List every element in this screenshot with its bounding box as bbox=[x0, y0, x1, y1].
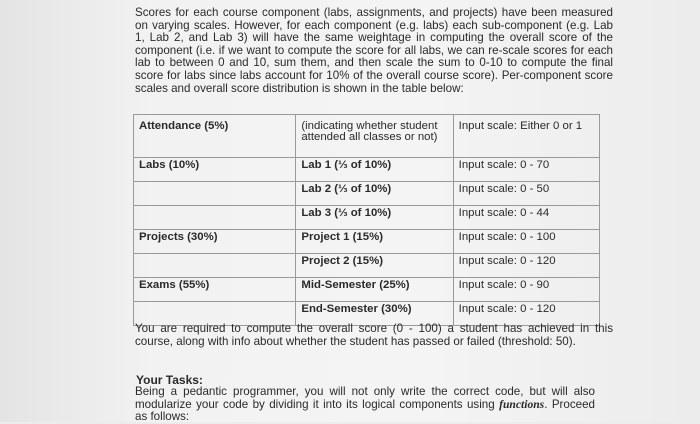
tasks-text-after: . Proceed as follows: bbox=[135, 397, 595, 424]
table-row bbox=[134, 278, 600, 302]
table-row bbox=[134, 254, 600, 278]
subcomponent-cell: (indicating whether student attended all classes or not) bbox=[296, 115, 453, 158]
scale-cell: Input scale: 0 - 120 bbox=[453, 254, 599, 278]
table-row bbox=[134, 182, 600, 206]
scale-cell: Input scale: 0 - 44 bbox=[453, 206, 599, 230]
scale-cell: Input scale: 0 - 120 bbox=[453, 302, 599, 326]
component-cell: Attendance (5%) bbox=[134, 115, 296, 158]
component-cell bbox=[134, 182, 296, 206]
subcomponent-cell: Lab 3 (⅓ of 10%) bbox=[296, 206, 453, 230]
functions-emphasis: functions bbox=[499, 397, 545, 411]
scale-cell: Input scale: 0 - 90 bbox=[453, 278, 599, 302]
compute-paragraph: You are required to compute the overall score (0 - 100) a student has achieved in this course, along with info about whether the student has passed or failed (threshold: 50). bbox=[135, 322, 613, 348]
intro-paragraph: Scores for each course component (labs, assignments, and projects) have been measured on varying scales. However, for each component (e.g. labs) each sub-component (e.g. Lab 1, Lab 2, and Lab 3) will have the same weightage in computing the overall score of the component (i.e. if we want to compute the score for all labs, we can re-scale scores for each lab to between 0 and 10, sum them, and then scale the sum to 0-10 to compute the final score for labs since labs account for 10% of the overall course score). Per-component score scales and overall score distribution is shown in the table below: bbox=[135, 6, 613, 95]
subcomponent-cell: Project 1 (15%) bbox=[296, 230, 453, 254]
scale-cell: Input scale: 0 - 70 bbox=[453, 158, 599, 182]
subcomponent-cell: Lab 2 (⅓ of 10%) bbox=[296, 182, 453, 206]
component-cell bbox=[134, 254, 296, 278]
subcomponent-cell: Lab 1 (⅓ of 10%) bbox=[296, 158, 453, 182]
subcomponent-cell: End-Semester (30%) bbox=[296, 302, 453, 326]
component-cell bbox=[134, 206, 296, 230]
table-row bbox=[134, 115, 600, 158]
component-cell: Labs (10%) bbox=[134, 158, 296, 182]
table-row bbox=[134, 230, 600, 254]
scale-cell: Input scale: 0 - 100 bbox=[453, 230, 599, 254]
scale-cell: Input scale: 0 - 50 bbox=[453, 182, 599, 206]
table-row bbox=[134, 206, 600, 230]
subcomponent-cell: Project 2 (15%) bbox=[296, 254, 453, 278]
tasks-text-before: Being a pedantic programmer, you will not only write the correct code, but will also modularize your code by dividing it into its logical components using bbox=[135, 385, 595, 411]
score-distribution-table bbox=[133, 114, 600, 326]
table-row bbox=[134, 158, 600, 182]
scale-cell: Input scale: Either 0 or 1 bbox=[453, 115, 599, 158]
tasks-paragraph bbox=[135, 386, 595, 424]
subcomponent-cell: Mid-Semester (25%) bbox=[296, 278, 453, 302]
component-cell: Projects (30%) bbox=[134, 230, 296, 254]
tasks-heading: Your Tasks: bbox=[136, 373, 203, 387]
component-cell: Exams (55%) bbox=[134, 278, 296, 302]
